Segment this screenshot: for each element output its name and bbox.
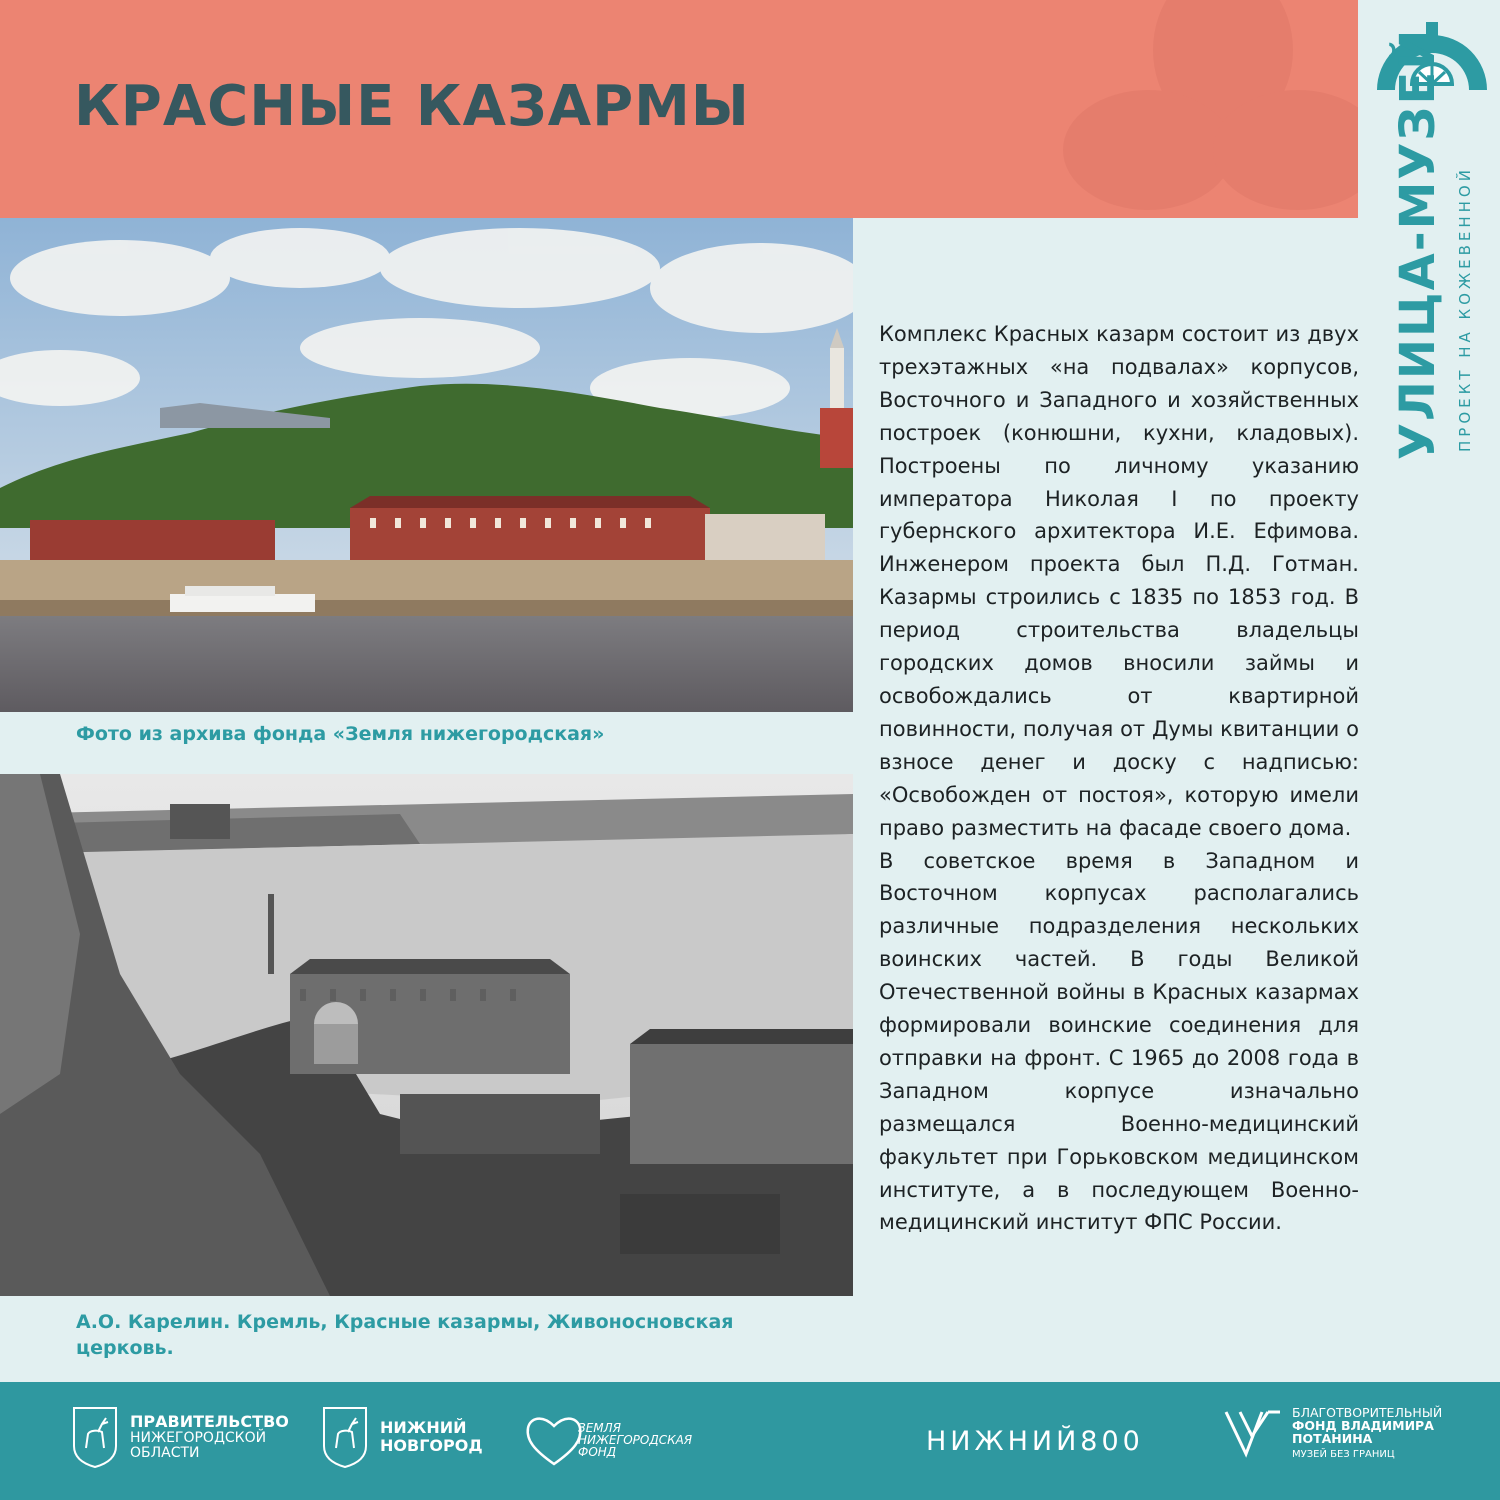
potanin-v-icon [1222,1404,1284,1462]
logo-potanin-fund [1222,1404,1442,1462]
gov-line-2: НИЖЕГОРОДСКОЙ [130,1430,267,1446]
header-band [0,0,1358,218]
flower-decoration [1058,0,1358,218]
photo-caption-1: Фото из архива фонда «Земля нижегородская» [76,723,605,745]
logo-zemlya-fund [524,1412,692,1468]
nn-line-1: НИЖНИЙ [380,1418,467,1437]
logo-government [72,1406,289,1468]
nn-line-2: НОВГОРОД [380,1436,483,1455]
article-paragraph: В советское время в Западном и Восточном корпусах располагались различные подразделения нескольких воинских частей. В годы Великой Отечественной войны в Красных казармах формировали воинские соединения для отправки на фронт. С 1965 до 2008 года в Западном корпусе изначально размещался Военно-медицинский факультет при Горьковском медицинском институте, а в последующем Военно-медицинский институт ФПС России. [879,848,1359,1235]
gov-line-3: ОБЛАСТИ [130,1445,200,1461]
photo-modern [0,218,853,712]
logo-subtitle: ПРОЕКТ НА КОЖЕВЕННОЙ [1456,166,1474,452]
logo-nizhny-novgorod [322,1406,483,1468]
potanin-line-2: ФОНД ВЛАДИМИРА [1292,1417,1434,1433]
deer-crest-icon [322,1406,368,1468]
article-paragraph: Комплекс Красных казарм состоит из двух трехэтажных «на подвалах» корпусов, Восточного и Западного и хозяйственных построек (конюшни, кухни, кладовых). Построены по личному указанию императора Николая I по проекту губернского архитектора И.Е. Ефимова. Инженером проекта был П.Д. Готман. Казармы строились с 1835 по 1853 год. В период строительства владельцы городских домов вносили займы и освобождались от квартирной повинности, получая от Думы квитанции о взносе денег и доску с надписью: «Освобожден от постоя», которую имели право разместить на фасаде своего дома. [879,322,1359,840]
logo-title: УЛИЦА-МУЗЕЙ [1390,27,1446,460]
deer-crest-icon [72,1406,118,1468]
footer-band [0,1382,1500,1500]
photo-caption-2: А.О. Карелин. Кремль, Красные казармы, Живоносновская церковь. [76,1311,734,1359]
potanin-line-3: ПОТАНИНА [1292,1430,1373,1446]
article-text [879,318,1359,1239]
zemlya-line-1: ЗЕМЛЯ [578,1421,621,1435]
zemlya-line-2: НИЖЕГОРОДСКАЯ [578,1433,693,1447]
potanin-line-1: БЛАГОТВОРИТЕЛЬНЫЙ [1292,1404,1443,1420]
zemlya-line-3: ФОНД [578,1445,617,1459]
logo-nizhny-800: НИЖНИЙ800 [926,1426,1144,1457]
potanin-line-4: МУЗЕЙ БЕЗ ГРАНИЦ [1292,1448,1395,1460]
page-title: КРАСНЫЕ КАЗАРМЫ [74,74,750,139]
gov-line-1: ПРАВИТЕЛЬСТВО [130,1412,289,1431]
heart-icon [524,1412,584,1468]
photo-historical [0,774,853,1296]
